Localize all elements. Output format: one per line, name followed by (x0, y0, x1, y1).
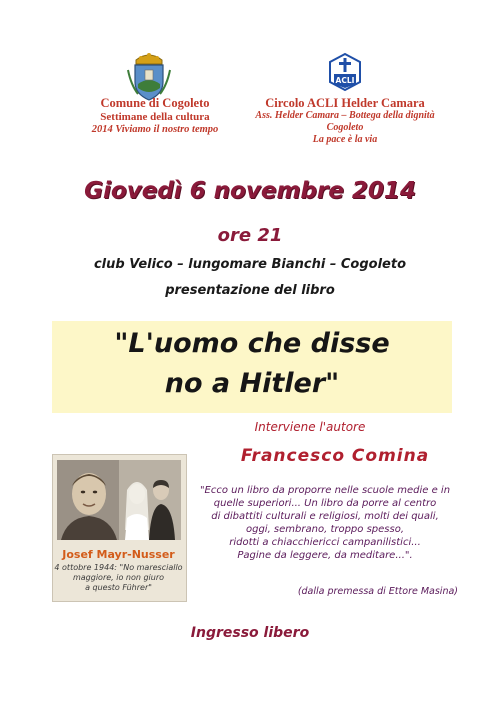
photo-caption (52, 563, 185, 593)
municipality-name: Comune di Cogoleto (100, 96, 210, 110)
quote-line: oggi, sembrano, troppo spesso, (245, 524, 405, 535)
photo-caption-line: a questo Führer" (85, 583, 152, 592)
free-entry: Ingresso libero (190, 625, 310, 641)
event-venue: club Velico – lungomare Bianchi – Cogoleto (93, 257, 407, 272)
cogoleto-crest-icon (126, 50, 172, 102)
quote-line: ridotti a chiacchiericci campanilistici... (229, 537, 421, 548)
quote-line: Pagine da leggere, da meditare...". (237, 550, 413, 561)
quote-line: quelle superiori... Un libro da porre al centro (213, 498, 437, 509)
acli-logo-text: ACLI (335, 76, 355, 85)
quote-line: di dibattiti culturali e religiosi, molti dei quali, (211, 511, 439, 522)
portrait-photo (57, 460, 181, 540)
speaker-label: Interviene l'autore (254, 420, 366, 434)
speaker-name: Francesco Comina (240, 446, 430, 466)
quote-source: (dalla premessa di Ettore Masina) (297, 586, 458, 597)
acli-circle-block (245, 96, 445, 146)
photo-caption-line: 4 ottobre 1944: "No maresciallo (54, 563, 183, 572)
acli-motto: La pace è la via (312, 134, 378, 145)
event-time: ore 21 (217, 225, 283, 246)
quote-line: "Ecco un libro da proporre nelle scuole medie e in (199, 485, 451, 496)
municipality-block (70, 96, 240, 136)
association-name: Ass. Helder Camara – Bottega della dignità (255, 110, 435, 121)
book-title-line1: "L'uomo che disse (114, 328, 390, 359)
event-intro: presentazione del libro (165, 283, 335, 298)
photo-caption-line: maggiore, io non giuro (72, 573, 165, 582)
culture-weeks: Settimane della cultura (100, 111, 210, 123)
event-date: Giovedì 6 novembre 2014 (84, 178, 416, 204)
acli-town: Cogoleto (326, 122, 364, 133)
acli-circle-name: Circolo ACLI Helder Camara (265, 96, 425, 110)
book-quote (192, 484, 458, 562)
acli-logo-icon (326, 52, 364, 92)
culture-theme: 2014 Viviamo il nostro tempo (91, 124, 219, 135)
photo-subject-name: Josef Mayr-Nusser (62, 548, 175, 561)
book-title-line2: no a Hitler" (164, 368, 340, 399)
